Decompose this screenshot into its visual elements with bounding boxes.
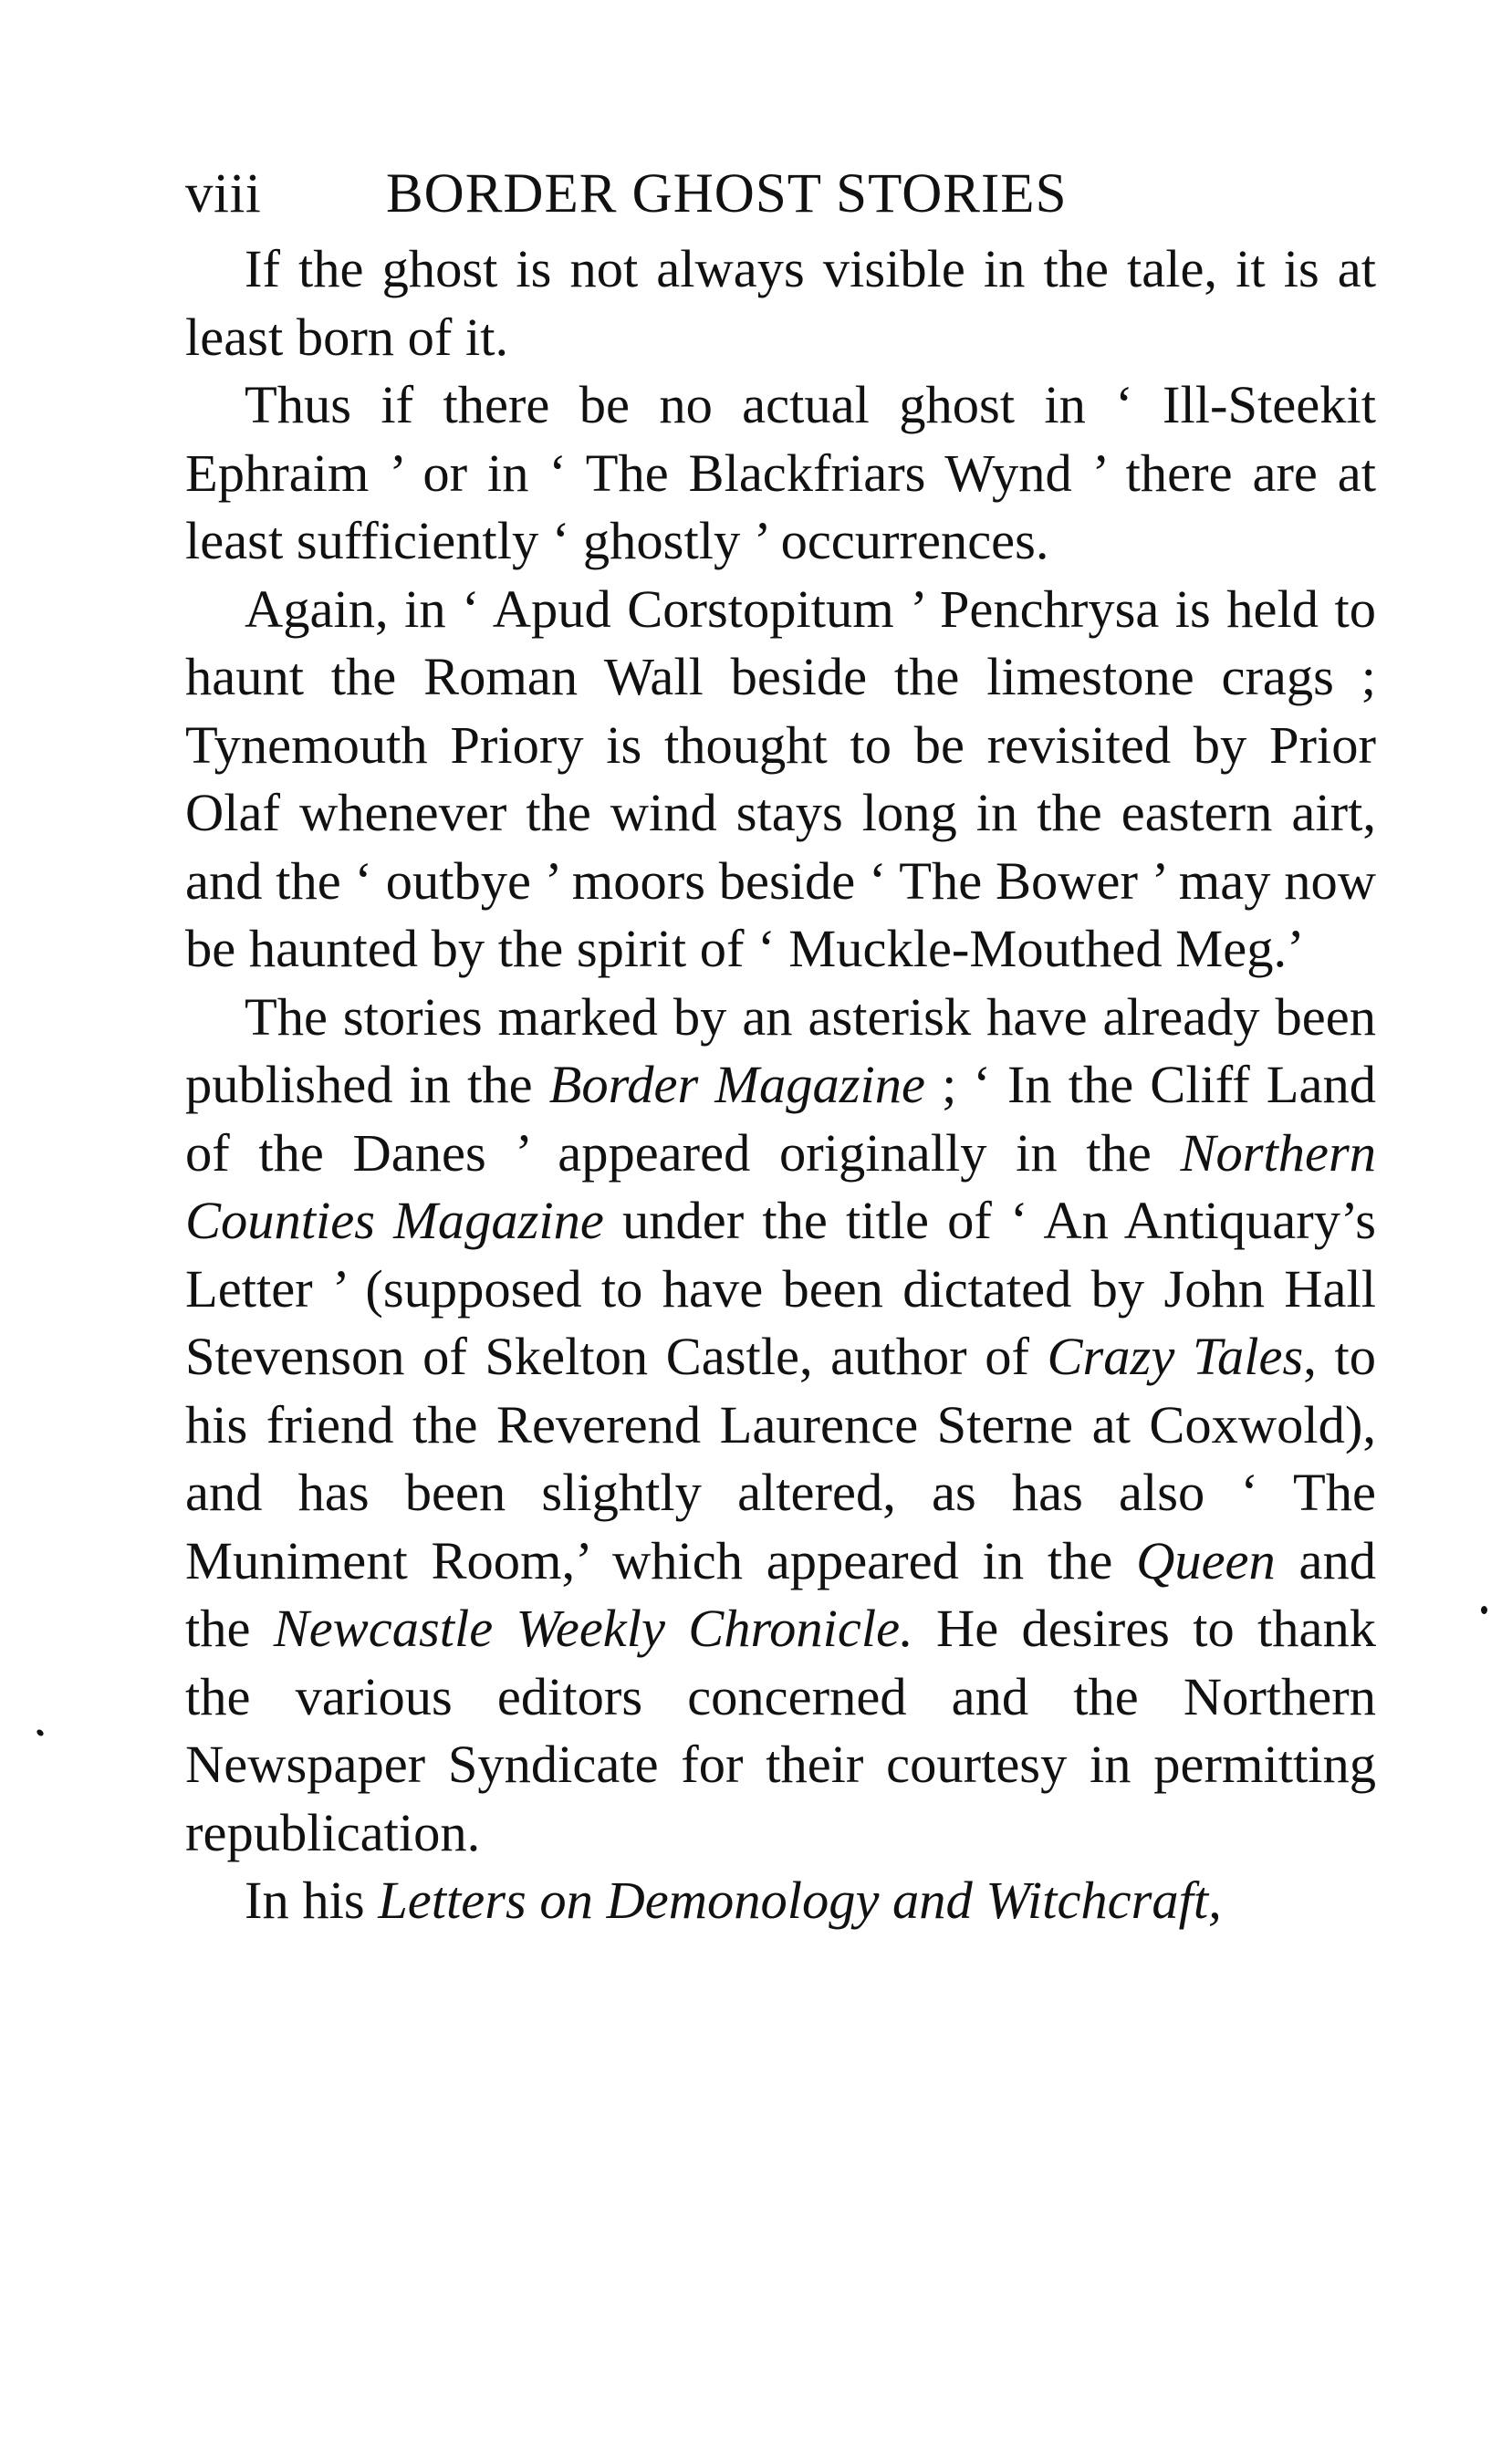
text-segment: ; ‘ In the Cliff Land of the Danes ’ appeared originally in the [185,1055,1376,1183]
body-text [185,235,1376,1935]
text-segment: and the [185,1530,1377,1658]
text-segment: In his [245,1871,379,1930]
italic-title-northern-counties-magazine: Northern Counties Magazine [185,1122,1376,1250]
text-segment: Thus if there be no actual ghost in ‘ Ill-Steekit Ephraim ’ or in ‘ The Blackfriars Wynd ’ there are at least sufficiently ‘ ghostly ’ occurrences. [185,375,1376,570]
italic-title-crazy-tales: Crazy Tales [1047,1327,1304,1386]
text-segment: If the ghost is not always visible in the tale, it is at least born of it. [185,239,1376,367]
paragraph-2 [185,371,1376,576]
book-page [185,153,1376,1935]
paragraph-5 [185,1867,1376,1935]
running-head [185,153,1376,235]
text-segment: He desires to thank the various editors concerned and the Northern Newspaper Syndicate for their courtesy in permitting republication. [185,1599,1376,1862]
text-segment: Again, in ‘ Apud Corstopitum ’ Penchrysa is held to haunt the Roman Wall beside the limestone crags ; Tynemouth Priory is thought to be revisited by Prior Olaf whenever the wind stays long in the eastern airt, and the ‘ outbye ’ moors beside ‘ The Bower ’ may now be haunted by the spirit of ‘ Muckle-Mouthed Meg.’ [185,578,1376,978]
text-segment: under the title of ‘ An Antiquary’s Letter ’ (supposed to have been dictated by John Hall Stevenson of Skelton Castle, author of [185,1191,1376,1386]
text-segment: The stories marked by an asterisk have already been published in the [185,986,1376,1114]
page-number: viii [185,163,262,224]
paragraph-4 [185,984,1376,1868]
text-segment: , to his friend the Reverend Laurence Sterne at Coxwold), and has been slightly altered, as has also ‘ The Muniment Room,’ which appeared in the [185,1327,1376,1590]
scan-speck [36,1728,45,1737]
running-title: BORDER GHOST STORIES [386,163,1068,224]
paragraph-1 [185,235,1376,371]
paragraph-3 [185,576,1376,984]
italic-title-border-magazine: Border Magazine [548,1055,926,1114]
scan-speck [1481,1606,1487,1614]
italic-title-letters-on-demonology: Letters on Demonology and Witchcraft, [378,1871,1222,1930]
italic-title-newcastle-weekly-chronicle: Newcastle Weekly Chronicle. [273,1599,913,1658]
italic-title-queen: Queen [1136,1530,1276,1590]
